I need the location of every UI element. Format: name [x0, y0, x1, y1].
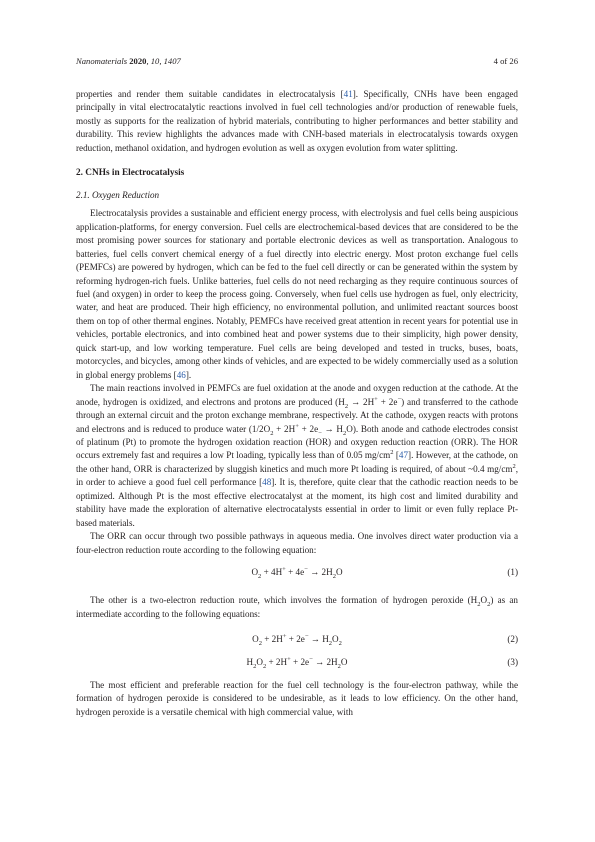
journal-citation: Nanomaterials 2020, 10, 1407 — [76, 56, 181, 66]
body-paragraph: Electrocatalysis provides a sustainable and efficient energy process, with electrolysis and fuel cells being auspicious application-platforms, for energy conversion. Fuel cells are electrochemical-based devices that are considered to be the most promising power sources for stationary and portable electronic devices as well as transportation. Analogous to batteries, fuel cells convert chemical energy of a fuel directly into electric energy. Most proton exchange fuel cells (PEMFCs) are powered by hydrogen, which can be fed to the fuel cell directly or can be generated within the system by reforming hydrogen-rich fuels. Unlike batteries, fuel cells do not need recharging as they require continuous sources of fuel (and oxygen) in order to keep the process going. Conversely, when fuel cells use hydrogen as fuel, only electricity, water, and heat are produced. Their high efficiency, no environmental pollution, and unlimited reactant sources boost them on top of other thermal engines. Notably, PEMFCs have received great attention in recent years for potential use in vehicles, portable electronics, and into combined heat and power systems due to their simplicity, high power density, quick start-up, and low working temperature. Fuel cells are being developed and tested in trucks, buses, boats, motorcycles, and bicycles, among other kinds of vehicles, and are expected to be widely commercially used as a solution in global energy problems [46]. — [76, 208, 518, 380]
equation-number: (1) — [507, 567, 518, 578]
body-paragraph: The most efficient and preferable reaction for the fuel cell technology is the four-electron pathway, while the formation of hydrogen peroxide is considered to be undesirable, as it leads to low efficiency. On the other hand, hydrogen peroxide is a versatile chemical with high commercial value, with — [76, 679, 518, 717]
body-paragraph: The ORR can occur through two possible pathways in aqueous media. One involves direct water production via a four-electron reduction route according to the following equation: — [76, 531, 518, 555]
equation-expression: $O_2 + 2H^+ + 2e^- \to H_2O_2$ — [252, 632, 342, 647]
page — [76, 56, 518, 719]
subsection-heading: 2.1. Oxygen Reduction — [76, 190, 160, 201]
intro-paragraph: properties and render them suitable candidates in electrocatalysis [41]. Specifically, CNHs have been engaged principally in vital electrocatalytic reactions involved in fuel cell technologies and/or production of renewable fuels, mostly as supports for the realization of hybrid materials, contributing to higher performances and better stability and durability. This review highlights the advances made with CNH-based materials in electrocatalysis towards oxygen reduction, methanol oxidation, and hydrogen evolution as well as oxygen evolution from water splitting. — [76, 89, 518, 153]
body-paragraph: The other is a two-electron reduction route, which involves the formation of hydrogen peroxide $(H_2O_2)$ as an intermediate according to the following equations: — [76, 595, 518, 619]
equation-expression: $H_2O_2 + 2H^+ + 2e^- \to 2H_2O$ — [246, 655, 348, 670]
article-number: 1407 — [163, 56, 181, 66]
equation-number: (2) — [507, 633, 518, 644]
journal-year: 2020 — [129, 56, 147, 66]
citation-link[interactable]: 46 — [176, 369, 186, 380]
body-paragraph: The main reactions involved in PEMFCs are fuel oxidation at the anode and oxygen reduction at the cathode. At the anode, hydrogen is oxidized, and electrons and protons are produced $(H_2 \to 2H^+ + 2e^-)$ and transferred to the cathode through an external circuit and the proton exchange membrane, respectively. At the cathode, oxygen reacts with protons and electrons and is reduced to produce water $(1/2O_2 + 2H^+ + 2e_- \to H_2O)$. Both anode and cathode electrodes consist of platinum (Pt) to promote the hydrogen oxidation reaction (HOR) and oxygen reduction reaction (ORR). The HOR occurs extremely fast and requires a low Pt loading, typically less than of 0.05 $mg/cm^2$ [47]. However, at the cathode, on the other hand, ORR is characterized by sluggish kinetics and much more Pt loading is required, of about ~0.4 $mg/cm^2$, in order to achieve a good fuel cell performance [48]. It is, therefore, quite clear that the cathodic reaction needs to be optimized. Although Pt is the most effective electrocatalyst at the moment, its high cost and limited durability and stability have made the exploration of alternative electrocatalysts essential in order to limit or even fully replace Pt-based materials. — [76, 383, 519, 528]
equation-2 — [76, 633, 518, 646]
page-number: 4 of 26 — [493, 56, 518, 66]
citation-link[interactable]: 48 — [262, 477, 272, 488]
running-header — [76, 56, 518, 66]
citation-link[interactable]: 47 — [398, 450, 409, 461]
equation-number: (3) — [507, 656, 518, 667]
section-heading: 2. CNHs in Electrocatalysis — [76, 168, 185, 179]
journal-name: Nanomaterials — [76, 56, 128, 66]
journal-volume: 10 — [150, 56, 160, 66]
equation-3 — [76, 656, 518, 669]
equation-expression: $O_2 + 4H^+ + 4e^- \to 2H_2O$ — [251, 566, 343, 580]
equation-1 — [76, 566, 518, 579]
citation-link[interactable]: 41 — [343, 89, 353, 99]
